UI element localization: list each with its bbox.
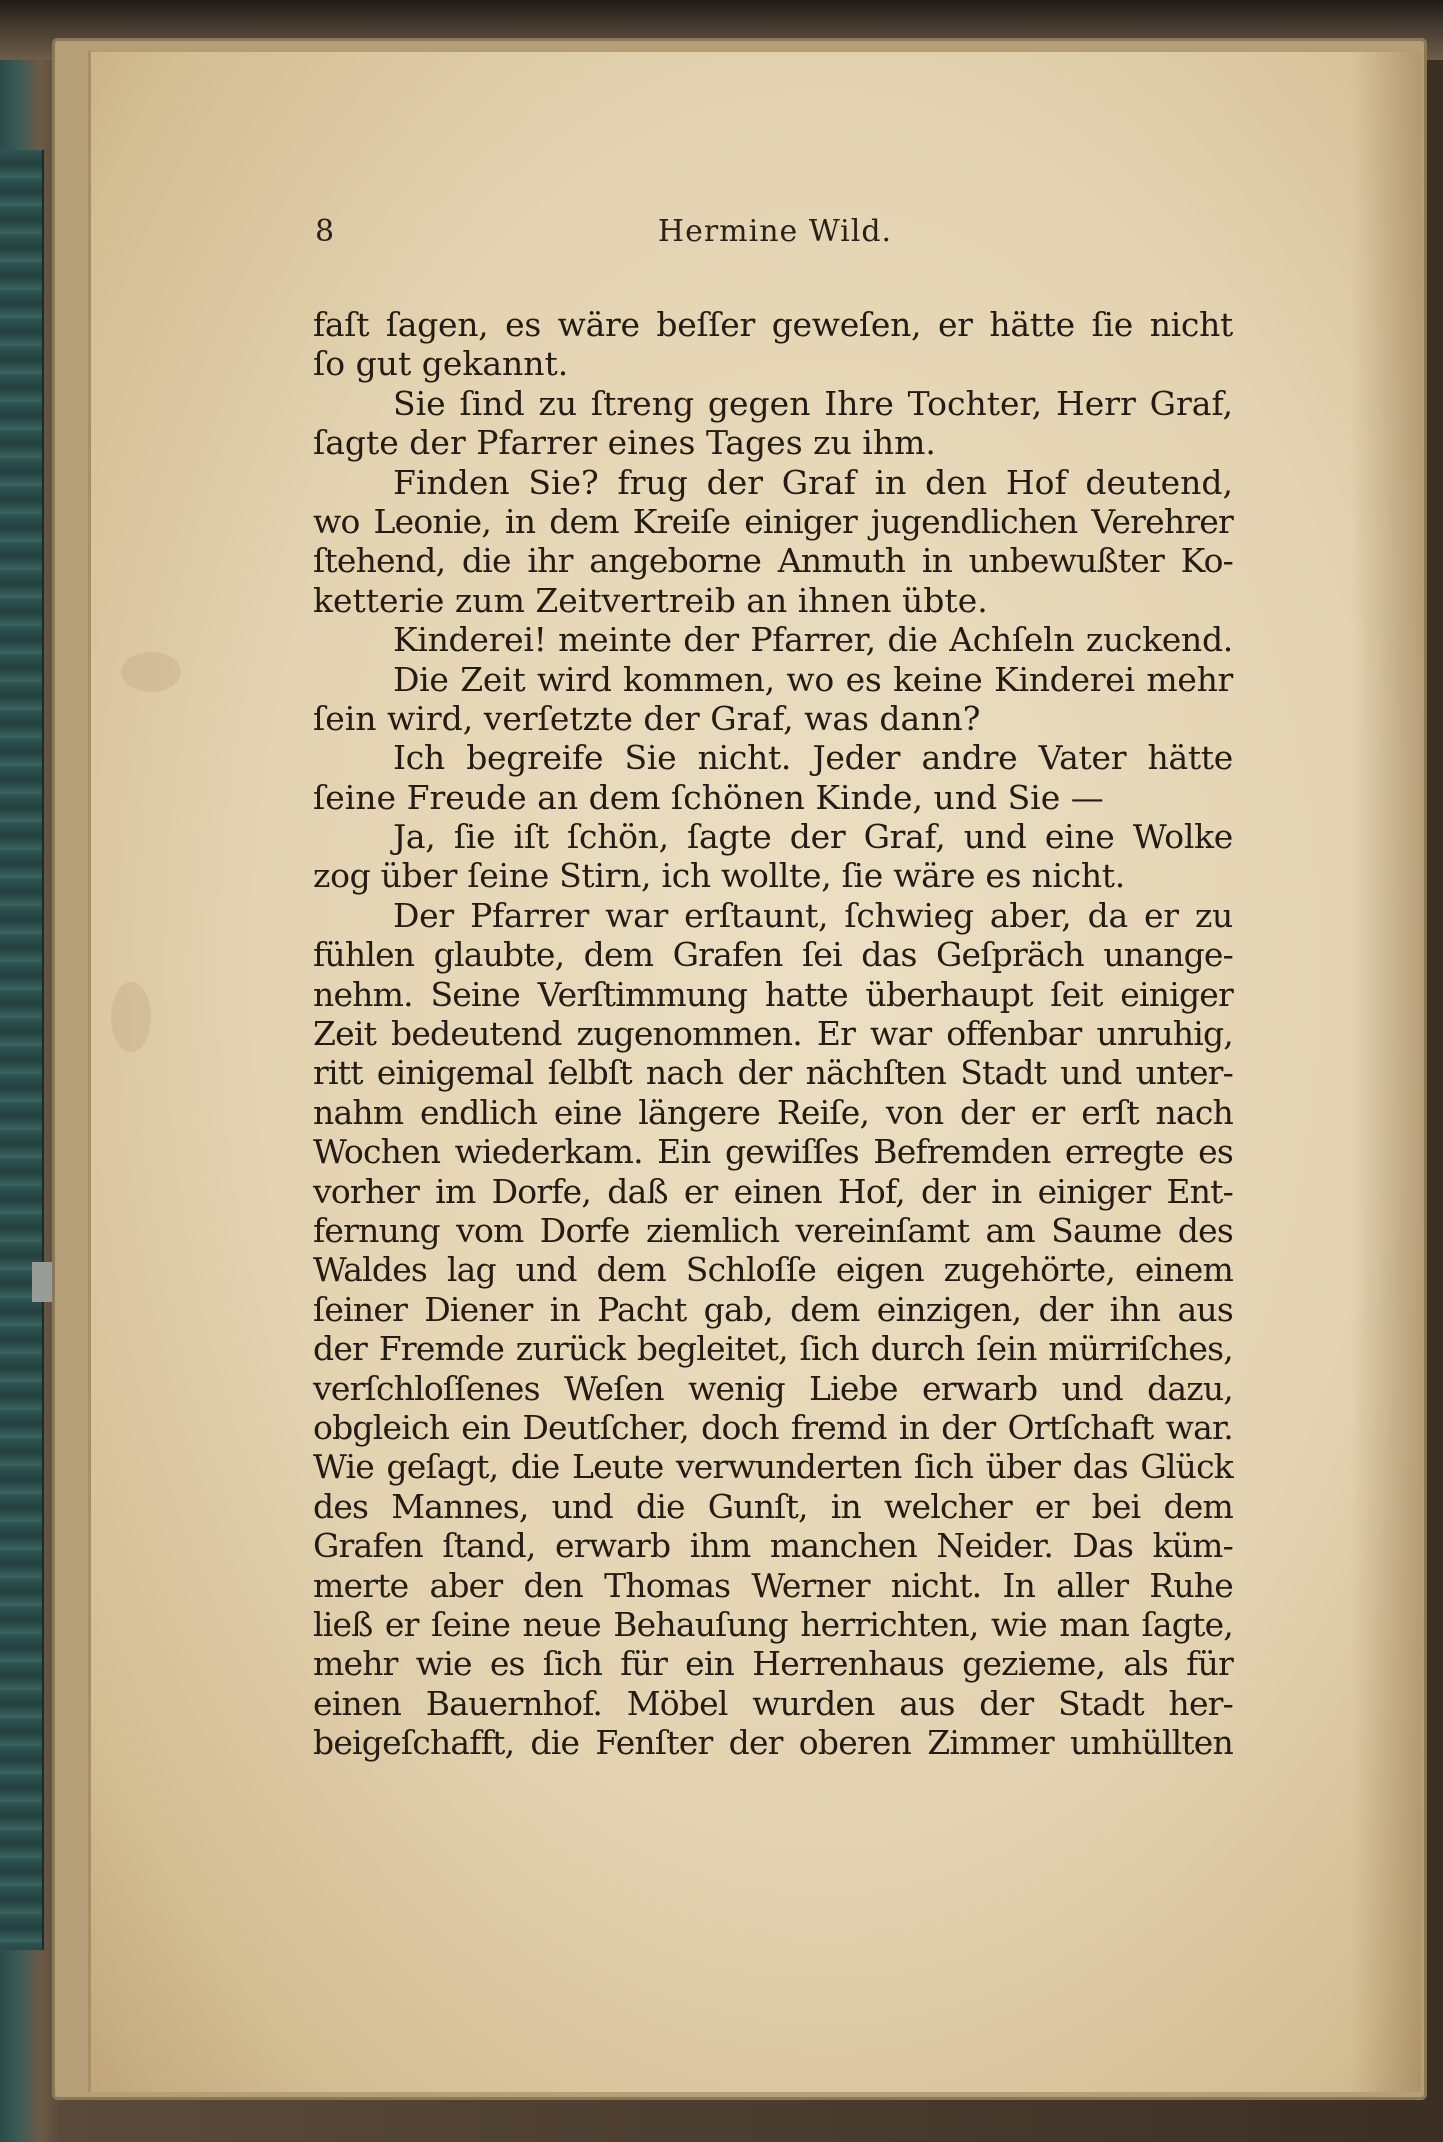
text-line: Zeit bedeutend zugenommen. Er war offenbar unruhig,	[313, 1014, 1233, 1054]
text-line: Kinderei! meinte der Pfarrer, die Achſeln zuckend.	[393, 620, 1233, 660]
text-line: Finden Sie? frug der Graf in den Hof deutend,	[393, 462, 1233, 502]
text-line: Die Zeit wird kommen, wo es keine Kinderei mehr	[393, 659, 1233, 699]
text-line: Waldes lag und dem Schloſſe eigen zugehörte, einem	[313, 1250, 1233, 1290]
text-line: nehm. Seine Verſtimmung hatte überhaupt ſeit einiger	[313, 974, 1233, 1014]
text-line: der Fremde zurück begleitet, ſich durch ſein mürriſches,	[313, 1329, 1233, 1369]
text-line: vorher im Dorfe, daß er einen Hof, der in einiger Ent-	[313, 1171, 1233, 1211]
text-line: Wie geſagt, die Leute verwunderten ſich über das Glück	[313, 1447, 1233, 1487]
body-text	[313, 305, 1233, 1762]
text-line: Sie ſind zu ſtreng gegen Ihre Tochter, Herr Graf,	[393, 383, 1233, 423]
text-line: ritt einigemal ſelbſt nach der nächſten Stadt und unter-	[313, 1053, 1233, 1093]
text-line: wo Leonie, in dem Kreiſe einiger jugendlichen Verehrer	[313, 501, 1233, 541]
text-line: Ich begreife Sie nicht. Jeder andre Vater hätte	[393, 738, 1233, 778]
running-head	[315, 214, 1235, 254]
text-line: ketterie zum Zeitvertreib an ihnen übte.	[313, 580, 988, 620]
page-stain	[111, 982, 151, 1052]
text-line: Ja, ſie iſt ſchön, ſagte der Graf, und eine Wolke	[393, 817, 1233, 857]
text-line: einen Bauernhof. Möbel wurden aus der Stadt her-	[313, 1683, 1233, 1723]
text-line: des Mannes, und die Gunſt, in welcher er bei dem	[313, 1486, 1233, 1526]
text-line: Grafen ſtand, erwarb ihm manchen Neider. Das küm-	[313, 1526, 1233, 1566]
text-line: Wochen wiederkam. Ein gewiſſes Befremden erregte es	[313, 1132, 1233, 1172]
book-spine	[0, 150, 44, 1950]
text-line: zog über ſeine Stirn, ich wollte, ſie wäre es nicht.	[313, 856, 1125, 896]
text-line: ließ er ſeine neue Behauſung herrichten, wie man ſagte,	[313, 1604, 1233, 1644]
text-line: fernung vom Dorfe ziemlich vereinſamt am Saume des	[313, 1210, 1233, 1250]
page-stain	[121, 652, 181, 692]
text-line: beigeſchafft, die Fenſter der oberen Zimmer umhüllten	[313, 1723, 1233, 1763]
text-line: ſeine Freude an dem ſchönen Kinde, und Sie —	[313, 777, 1104, 817]
running-title: Hermine Wild.	[657, 214, 893, 249]
text-line: obgleich ein Deutſcher, doch fremd in der Ortſchaft war.	[313, 1407, 1233, 1447]
text-line: faſt ſagen, es wäre beſſer geweſen, er hätte ſie nicht	[313, 305, 1233, 344]
text-line: ſein wird, verſetzte der Graf, was dann?	[313, 698, 981, 738]
text-line: ſtehend, die ihr angeborne Anmuth in unbewußter Ko-	[313, 541, 1233, 581]
text-line: Der Pfarrer war erſtaunt, ſchwieg aber, da er zu	[393, 895, 1233, 935]
page-number: 8	[315, 214, 335, 249]
text-line: ſeiner Diener in Pacht gab, dem einzigen, der ihn aus	[313, 1289, 1233, 1329]
text-line: verſchloſſenes Weſen wenig Liebe erwarb und dazu,	[313, 1368, 1233, 1408]
text-line: fühlen glaubte, dem Grafen ſei das Geſpräch unange-	[313, 935, 1233, 975]
text-line: nahm endlich eine längere Reiſe, von der er erſt nach	[313, 1092, 1233, 1132]
text-line: ſagte der Pfarrer eines Tages zu ihm.	[313, 423, 936, 463]
text-line: merte aber den Thomas Werner nicht. In aller Ruhe	[313, 1565, 1233, 1605]
text-line: ſo gut gekannt.	[313, 344, 569, 384]
text-line: mehr wie es ſich für ein Herrenhaus gezieme, als für	[313, 1644, 1233, 1684]
